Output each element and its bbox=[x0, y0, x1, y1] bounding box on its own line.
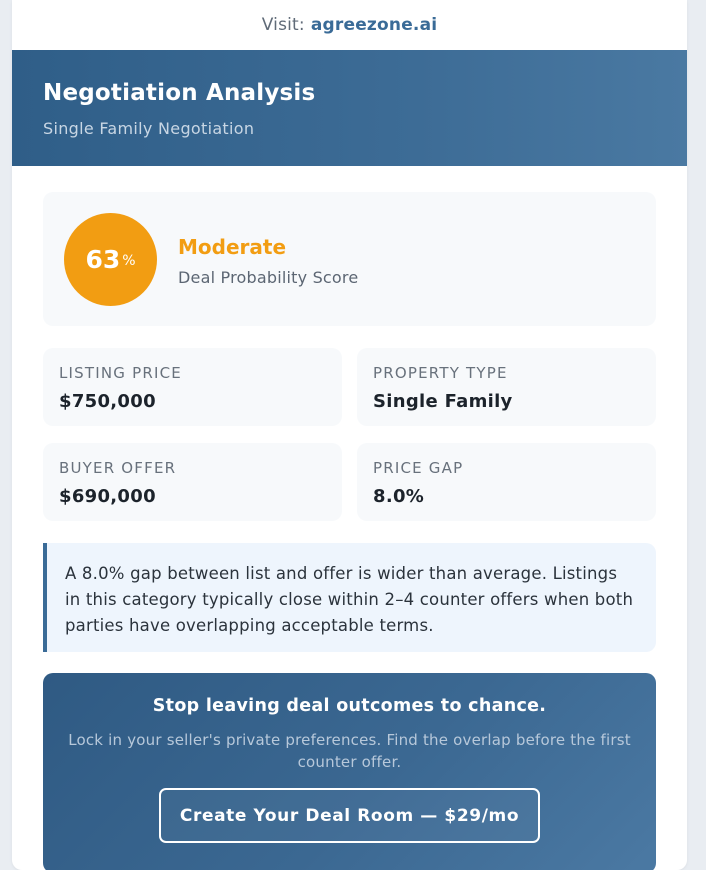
stat-label: LISTING PRICE bbox=[59, 364, 182, 382]
stat-value: $690,000 bbox=[59, 486, 156, 507]
stat-label: PRICE GAP bbox=[373, 459, 464, 477]
visit-prefix: Visit: bbox=[261, 15, 305, 35]
deal-score-panel bbox=[43, 192, 656, 326]
analysis-note: A 8.0% gap between list and offer is wider than average. Listings in this category typically close within 2–4 counter offers when both parties have overlapping acceptable terms. bbox=[43, 543, 656, 652]
stat-value: 8.0% bbox=[373, 486, 425, 507]
stat-property-type bbox=[357, 348, 656, 426]
cta-subtext: Lock in your seller's private preferences. Find the overlap before the first counter offer. bbox=[68, 731, 631, 771]
score-label: Moderate bbox=[178, 235, 287, 259]
stat-label: BUYER OFFER bbox=[59, 459, 177, 477]
visit-banner bbox=[12, 0, 687, 50]
analysis-header bbox=[12, 50, 687, 166]
analysis-card bbox=[12, 0, 687, 870]
stat-label: PROPERTY TYPE bbox=[373, 364, 508, 382]
stat-buyer-offer bbox=[43, 443, 342, 521]
score-description: Deal Probability Score bbox=[178, 268, 359, 287]
cta-panel bbox=[43, 673, 656, 870]
stat-value: Single Family bbox=[373, 391, 513, 412]
cta-heading: Stop leaving deal outcomes to chance. bbox=[152, 696, 547, 716]
page-subtitle: Single Family Negotiation bbox=[43, 119, 255, 138]
score-unit: % bbox=[122, 252, 136, 269]
create-deal-room-button[interactable]: Create Your Deal Room — $29/mo bbox=[159, 788, 540, 843]
page-title: Negotiation Analysis bbox=[43, 80, 316, 106]
visit-link[interactable]: agreezone.ai bbox=[310, 15, 438, 35]
stat-listing-price bbox=[43, 348, 342, 426]
score-circle bbox=[64, 213, 157, 306]
stat-value: $750,000 bbox=[59, 391, 156, 412]
stat-price-gap bbox=[357, 443, 656, 521]
score-value: 63 bbox=[85, 245, 121, 274]
